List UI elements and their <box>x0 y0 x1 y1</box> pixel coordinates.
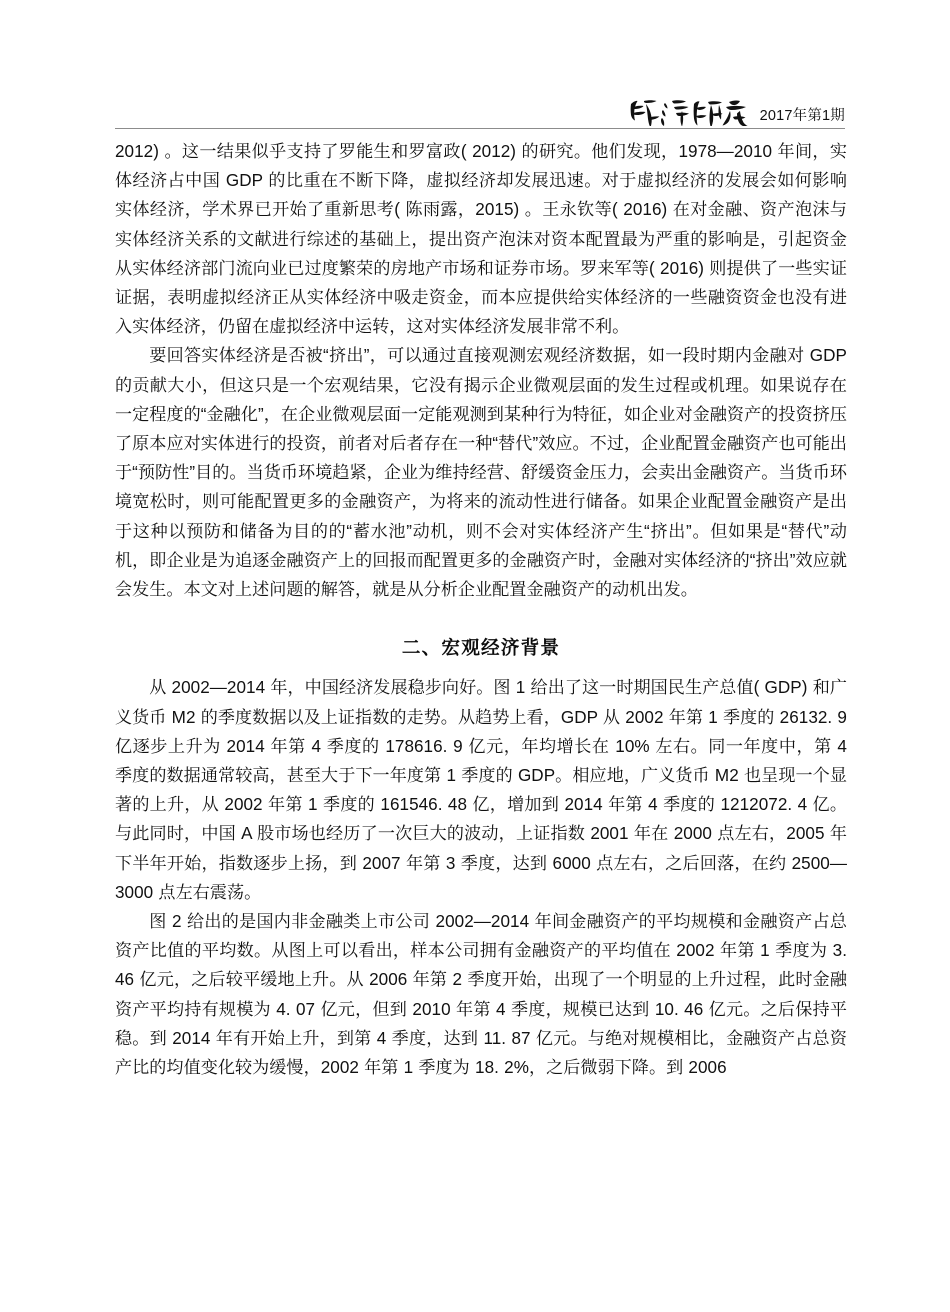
section-heading: 二、宏观经济背景 <box>401 637 561 659</box>
paragraph-1: 2012) 。这一结果似乎支持了罗能生和罗富政( 2012) 的研究。他们发现，1978—2010 年间，实体经济占中国 GDP 的比重在不断下降，虚拟经济却发展迅速。对于虚拟经济的发展会如何影响实体经济，学术界已开始了重新思考( 陈雨露，2015) 。王永钦等( 2016) 在对金融、资产泡沫与实体经济关系的文献进行综述的基础上，提出资产泡沫对资本配置最为严重的影响是，引起资金从实体经济部门流向业已过度繁荣的房地产市场和证券市场。罗来军等( 2016) 则提供了一些实证证据，表明虚拟经济正从实体经济中吸走资金，而本应提供给实体经济的一些融资资金也没有进入实体经济，仍留在虚拟经济中运转，这对实体经济发展非常不利。 <box>115 142 847 337</box>
article-body <box>115 137 847 1082</box>
paragraph-4: 图 2 给出的是国内非金融类上市公司 2002—2014 年间金融资产的平均规模和金融资产占总资产比值的平均数。从图上可以看出，样本公司拥有金融资产的平均值在 2002 年第 1 季度为 3. 46 亿元，之后较平缓地上升。从 2006 年第 2 季度开始，出现了一个明显的上升过程，此时金融资产平均持有规模为 4. 07 亿元，但到 2010 年第 4 季度，规模已达到 10. 46 亿元。之后保持平稳。到 2014 年有开始上升，到第 4 季度，达到 11. 87 亿元。与绝对规模相比，金融资产占总资产比的均值变化较为缓慢，2002 年第 1 季度为 18. 2%，之后微弱下降。到 2006 <box>115 912 847 1078</box>
heading-spacer-top <box>115 604 847 633</box>
heading-spacer-bottom <box>115 662 847 673</box>
paragraph-2: 要回答实体经济是否被“挤出”，可以通过直接观测宏观经济数据，如一段时期内金融对 GDP 的贡献大小，但这只是一个宏观结果，它没有揭示企业微观层面的发生过程或机理。如果说存在一定程度的“金融化”，在企业微观层面一定能观测到某种行为特征，如企业对金融资产的投资挤压了原本应对实体进行的投资，前者对后者存在一种“替代”效应。不过，企业配置金融资产也可能出于“预防性”目的。当货币环境趋紧，企业为维持经营、舒缓资金压力，会卖出金融资产。当货币环境宽松时，则可能配置更多的金融资产，为将来的流动性进行储备。如果企业配置金融资产是出于这种以预防和储备为目的的“蓄水池”动机，则不会对实体经济产生“挤出”。但如果是“替代”动机，即企业是为追逐金融资产上的回报而配置更多的金融资产时，金融对实体经济的“挤出”效应就会发生。本文对上述问题的解答，就是从分析企业配置金融资产的动机出发。 <box>115 346 847 600</box>
header-inner <box>115 86 845 126</box>
paragraph-3: 从 2002—2014 年，中国经济发展稳步向好。图 1 给出了这一时期国民生产总值( GDP) 和广义货币 M2 的季度数据以及上证指数的走势。从趋势上看，GDP 从 2002 年第 1 季度的 26132. 9 亿逐步上升为 2014 年第 4 季度的 178616. 9 亿元，年均增长在 10% 左右。同一年度中，第 4 季度的数据通常较高，甚至大于下一年度第 1 季度的 GDP。相应地，广义货币 M2 也呈现一个显著的上升，从 2002 年第 1 季度的 161546. 48 亿，增加到 2014 年第 4 季度的 1212072. 4 亿。与此同时，中国 A 股市场也经历了一次巨大的波动，上证指数 2001 年在 2000 点左右，2005 年下半年开始，指数逐步上扬，到 2007 年第 3 季度，达到 6000 点左右，之后回落，在约 2500—3000 点左右震荡。 <box>115 678 847 902</box>
journal-logo-icon <box>626 96 754 126</box>
header-divider <box>115 128 845 129</box>
page-header <box>115 86 845 130</box>
issue-label: 2017年第1期 <box>759 107 845 124</box>
